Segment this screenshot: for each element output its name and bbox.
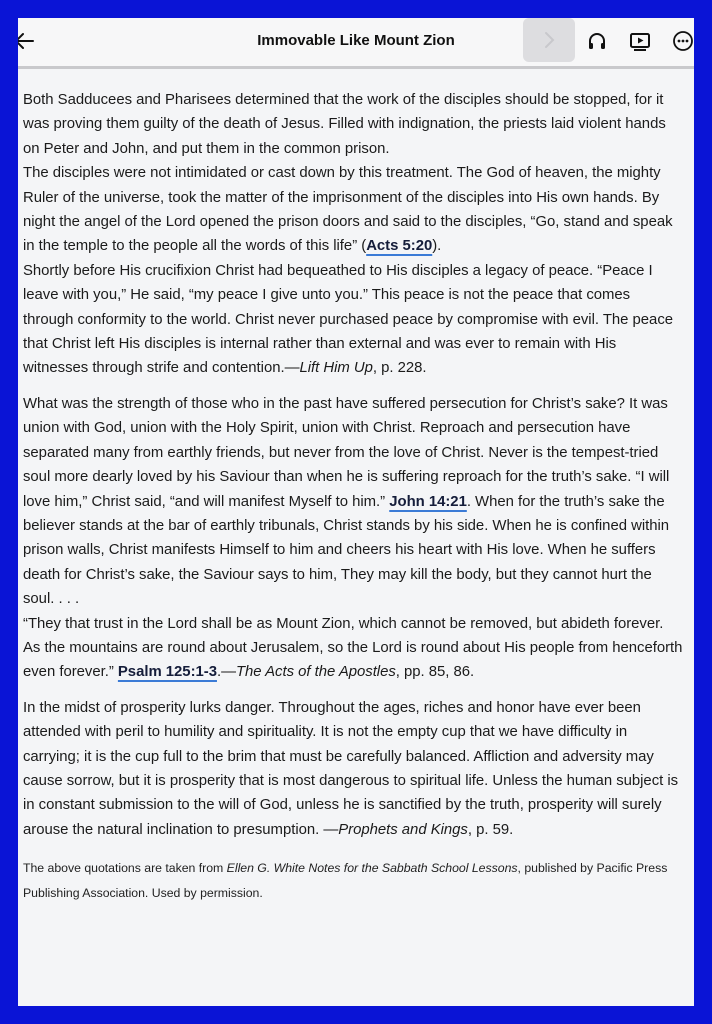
paragraph-text: . When for the truth’s sake the believer stands at the bar of earthly tribunals, Christ stands by his side. When he is confined within prison walls, Christ manifests Himself to him and cheers his heart with His love. When he suffers death for Christ’s sake, the Saviour says to him, They may kill the body, but they cannot hurt the soul. . . . [23, 493, 670, 608]
credit-text: , published by Pacific Press Publishing Association. Used by permission. [23, 861, 668, 901]
video-button[interactable] [629, 30, 653, 54]
paragraph [23, 392, 683, 612]
source-title: Ellen G. White Notes for the Sabbath School Lessons [226, 861, 518, 876]
paragraph-text: “They that trust in the Lord shall be as Mount Zion, which cannot be removed, but abideth forever. As the mountains are round about Jerusalem, so the Lord is round about His people from henceforth even forever.” [23, 615, 683, 681]
more-options-button[interactable] [672, 30, 694, 54]
audio-button[interactable] [586, 30, 610, 54]
paragraph-text: ). [432, 238, 442, 255]
paragraph-text: What was the strength of those who in the past have suffered persecution for Christ’s sake? It was union with God, union with the Holy Spirit, union with Christ. Reproach and persecution have separated many from earthly friends, but never from the love of Christ. Never is the tempest-tried soul more dearly loved by his Saviour than when he is suffering reproach for the truth’s sake. “I will love him,” Christ said, “and will manifest Myself to him.” [23, 395, 670, 510]
back-button[interactable] [18, 30, 36, 54]
paragraph [23, 88, 683, 161]
page-title: Immovable Like Mount Zion [257, 32, 455, 49]
paragraph-text: , p. 228. [372, 360, 427, 377]
scripture-link-psalm[interactable]: Psalm 125:1-3 [117, 664, 217, 681]
paragraph [23, 696, 683, 842]
paragraph-text: , p. 59. [467, 821, 514, 838]
paragraph-text: The disciples were not intimidated or cast down by this treatment. The God of heaven, the mighty Ruler of the universe, took the matter of the imprisonment of the disciples into His own hands. By night the angel of the Lord opened the prison doors and said to the disciples, “Go, stand and speak in the temple to the people all the words of this life” ( [23, 165, 673, 255]
top-bar [18, 18, 694, 69]
paragraph [23, 161, 683, 259]
more-options-icon [672, 30, 694, 52]
paragraph-text: Both Sadducees and Pharisees determined that the work of the disciples should be stopped, for it was proving them guilty of the death of Jesus. Filled with indignation, the priests laid violent hands on Peter and John, and put them in the common prison. [23, 92, 666, 157]
paragraph-text: Shortly before His crucifixion Christ had bequeathed to His disciples a legacy of peace. “Peace I leave with you,” He said, “my peace I give unto you.” This peace is not the peace that comes through conformity to the world. Christ never purchased peace by compromise with evil. The peace that Christ left His disciples is internal rather than external and was ever to remain with His witnesses through strife and contention.— [23, 262, 674, 377]
chevron-right-icon [541, 31, 557, 49]
headphones-icon [586, 30, 608, 52]
scripture-link-john[interactable]: John 14:21 [389, 493, 467, 510]
paragraph-text: , pp. 85, 86. [395, 664, 475, 681]
credit-text: The above quotations are taken from [23, 861, 227, 876]
paragraph-text: .— [216, 664, 236, 681]
paragraph-text: In the midst of prosperity lurks danger. Throughout the ages, riches and honor have ever been attended with peril to humility and spirituality. It is not the empty cup that we have difficulty in carrying; it is the cup full to the brim that must be carefully balanced. Affliction and adversity may cause sorrow, but it is prosperity that is most dangerous to spiritual life. Unless the human subject is in constant submission to the will of God, unless he is sanctified by the truth, prosperity will surely arouse the natural inclination to presumption. — [23, 699, 679, 838]
source-title: Lift Him Up [299, 360, 373, 377]
paragraph [23, 259, 683, 381]
play-icon [629, 30, 651, 52]
credit-note [23, 856, 683, 906]
lesson-content [23, 88, 683, 906]
next-button[interactable] [523, 18, 575, 62]
source-title: The Acts of the Apostles [235, 664, 396, 681]
scripture-link-acts[interactable]: Acts 5:20 [366, 238, 433, 255]
app-window [18, 18, 694, 1006]
arrow-left-icon [18, 30, 35, 52]
source-title: Prophets and Kings [338, 821, 468, 838]
paragraph [23, 612, 683, 685]
